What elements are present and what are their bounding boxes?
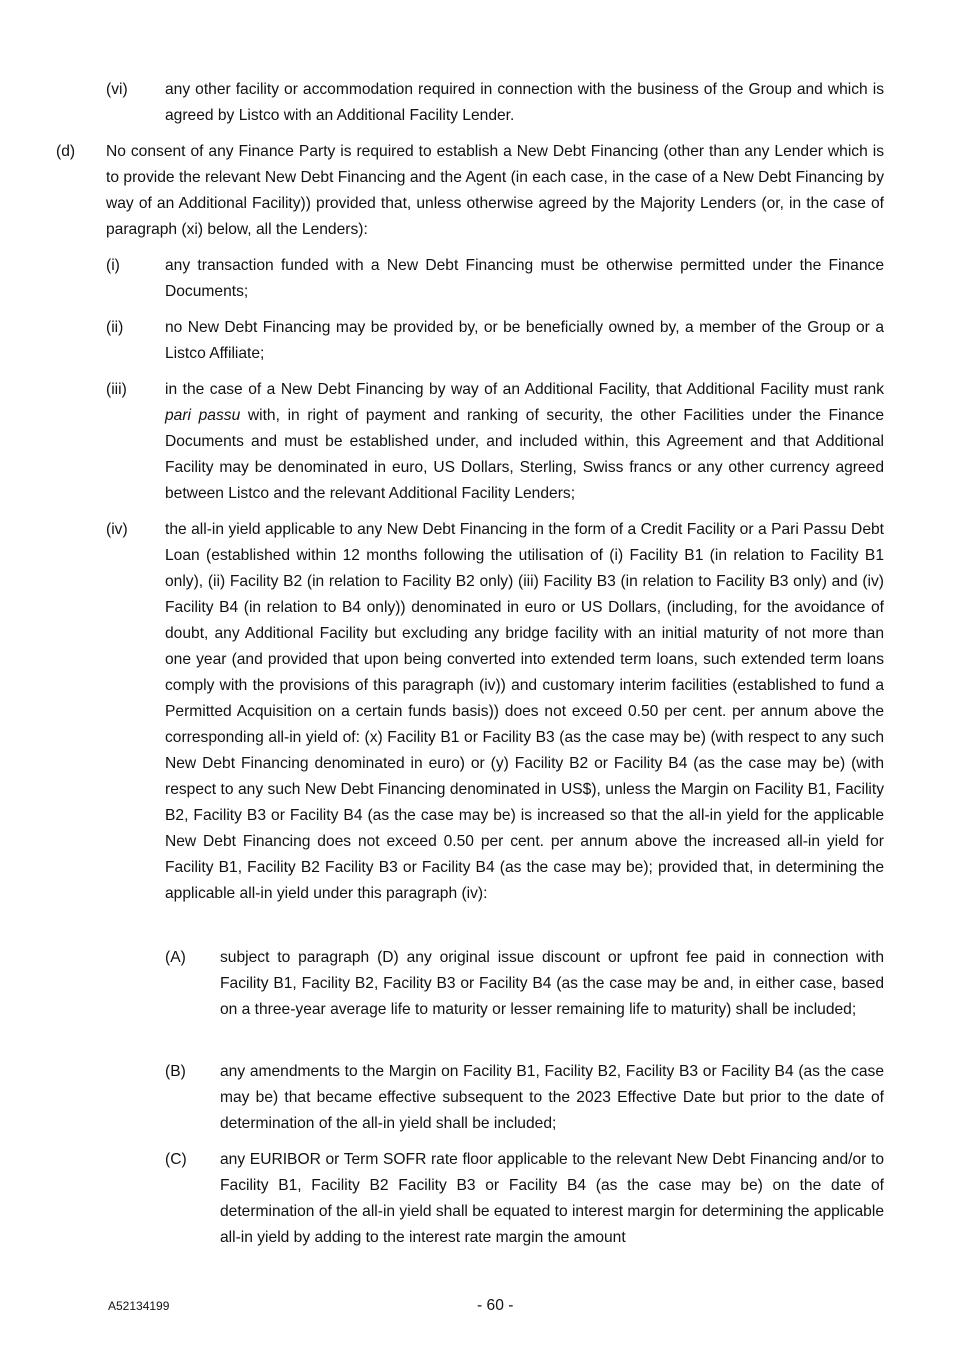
paragraph-d-text: No consent of any Finance Party is required to establish a New Debt Financing (other than any Lender which is to provide the relevant New Debt Financing and the Agent (in each case, in the case of a New Debt Financing by way of an Additional Facility)) provided that, unless otherwise agreed by the Majority Lenders (or, in the case of paragraph (xi) below, all the Lenders): bbox=[106, 143, 884, 238]
document-id: A52134199 bbox=[108, 1299, 170, 1313]
subitem-C-text: any EURIBOR or Term SOFR rate floor applicable to the relevant New Debt Financing and/or to Facility B1, Facility B2 Facility B3 or Facility B4 (as the case may be) on the date of determination of the all-in yield shall be equated to interest margin for determining the applicable all-in yield by adding to the interest rate margin the amount bbox=[220, 1151, 884, 1246]
subitem-B-text: any amendments to the Margin on Facility B1, Facility B2, Facility B3 or Facility B4 (as the case may be) that became effective subsequent to the 2023 Effective Date but prior to the date of determination of the all-in yield shall be included; bbox=[220, 1063, 884, 1132]
item-i-label: (i) bbox=[106, 257, 120, 274]
item-vi-label: (vi) bbox=[106, 81, 128, 98]
item-iii-italic-term: pari passu bbox=[165, 407, 241, 424]
subitem-C-label: (C) bbox=[165, 1151, 187, 1168]
item-iii-label: (iii) bbox=[106, 381, 127, 398]
item-iii-text-before: in the case of a New Debt Financing by way of an Additional Facility, that Additional Facility must rank bbox=[165, 381, 884, 398]
item-iii-text-after: with, in right of payment and ranking of security, the other Facilities under the Finance Documents and must be established under, and included within, this Agreement and that Additional Facility may be denominated in euro, US Dollars, Sterling, Swiss francs or any other currency agreed between Listco and the relevant Additional Facility Lenders; bbox=[165, 407, 884, 502]
item-ii-text: no New Debt Financing may be provided by, or be beneficially owned by, a member of the Group or a Listco Affiliate; bbox=[165, 319, 884, 362]
paragraph-d-label: (d) bbox=[56, 143, 76, 160]
item-ii-label: (ii) bbox=[106, 319, 124, 336]
item-i-text: any transaction funded with a New Debt Financing must be otherwise permitted under the Finance Documents; bbox=[165, 257, 884, 300]
item-vi-text: any other facility or accommodation required in connection with the business of the Group and which is agreed by Listco with an Additional Facility Lender. bbox=[165, 81, 884, 124]
subitem-B-label: (B) bbox=[165, 1063, 186, 1080]
page-number: - 60 - bbox=[477, 1297, 514, 1314]
subitem-A-text: subject to paragraph (D) any original issue discount or upfront fee paid in connection with Facility B1, Facility B2, Facility B3 or Facility B4 (as the case may be and, in either case, based on a three-year average life to maturity or lesser remaining life to maturity) shall be included; bbox=[220, 949, 884, 1018]
subitem-A-label: (A) bbox=[165, 949, 186, 966]
item-iv-text: the all-in yield applicable to any New Debt Financing in the form of a Credit Facility or a Pari Passu Debt Loan (established within 12 months following the utilisation of (i) Facility B1 (in relation to Facility B1 only), (ii) Facility B2 (in relation to Facility B2 only) (iii) Facility B3 (in relation to Facility B3 only) and (iv) Facility B4 (in relation to B4 only)) denominated in euro or US Dollars, (including, for the avoidance of doubt, any Additional Facility but excluding any bridge facility with an initial maturity of not more than one year (and provided that upon being converted into extended term loans, such extended term loans comply with the provisions of this paragraph (iv)) and customary interim facilities (established to fund a Permitted Acquisition on a certain funds basis)) does not exceed 0.50 per cent. per annum above the corresponding all-in yield of: (x) Facility B1 or Facility B3 (as the case may be) (with respect to any such New Debt Financing denominated in euro) or (y) Facility B2 or Facility B4 (as the case may be) (with respect to any such New Debt Financing denominated in US$), unless the Margin on Facility B1, Facility B2, Facility B3 or Facility B4 (as the case may be) is increased so that the all-in yield for the applicable New Debt Financing does not exceed 0.50 per cent. per annum above the increased all-in yield for Facility B1, Facility B2 Facility B3 or Facility B4 (as the case may be); provided that, in determining the applicable all-in yield under this paragraph (iv): bbox=[165, 521, 884, 902]
item-iii-text bbox=[165, 377, 884, 507]
item-iv-label: (iv) bbox=[106, 521, 128, 538]
